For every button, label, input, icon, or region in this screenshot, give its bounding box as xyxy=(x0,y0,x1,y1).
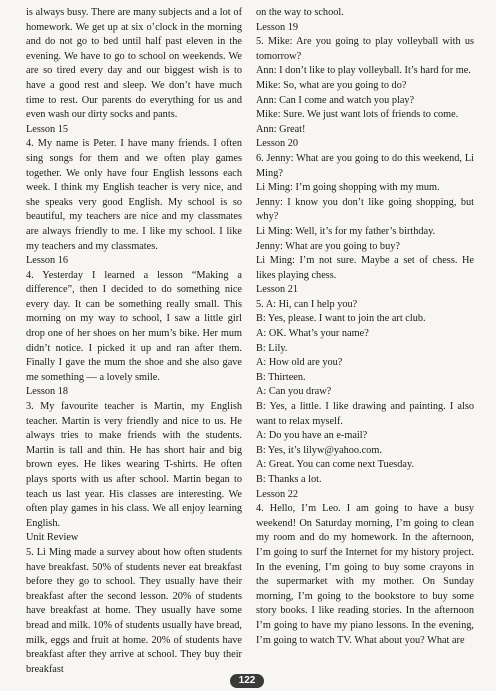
left-column xyxy=(26,6,242,677)
paragraph: 5. A: Hi, can I help you? xyxy=(256,298,358,310)
paragraph: Ann: Can I come and watch you play? xyxy=(256,94,415,106)
paragraph: Ann: I don’t like to play volleyball. It’s hard for me. xyxy=(256,65,471,77)
paragraph: Jenny: What are you going to buy? xyxy=(256,240,400,252)
lesson-heading: Lesson 20 xyxy=(256,138,299,150)
paragraph: B: Lily. xyxy=(256,342,288,354)
page-number: 122 xyxy=(230,674,264,688)
paragraph: A: OK. What’s your name? xyxy=(256,328,369,340)
paragraph: Li Ming: Well, it’s for my father’s birthday. xyxy=(256,225,436,237)
paragraph: 4. Yesterday I learned a lesson “Making a difference”, then I decided to do something nice every day. It can be something really small. This morning on my way to school, I saw a little girl drop one of her shoes on her mum’s bike. Her mum didn’t notice. I picked it up and ran after them. Finally I gave the mum the shoe and she also gave me something — a lovely smile. xyxy=(26,269,242,383)
paragraph: Li Ming: I’m going shopping with my mum. xyxy=(256,182,440,194)
paragraph: 4. Hello, I’m Leo. I am going to have a busy weekend! On Saturday morning, I’m going to clean my room and do my homework. In the afternoon, I’m going to surf the Internet for my history project. In the evening, I’m going to buy some crayons in the supermarket with my mother. On Sunday morning, I’m going to the bookstore to buy some story books. I like reading stories. In the afternoon I’m going to have my piano lessons. In the evening, I’m going to watch TV. What about you? What are xyxy=(256,503,474,646)
right-column xyxy=(256,6,474,648)
paragraph: A: Can you draw? xyxy=(256,386,332,398)
paragraph: 4. My name is Peter. I have many friends. I often sing songs for them and we often play games together. We only have four English lessons each week. I think my English teacher is very nice, and she speaks very good English. My school is so beautiful, my teachers are nice and my classmates are always friendly to me. I like my school. I like my teachers and my classmates. xyxy=(26,138,242,252)
paragraph: A: How old are you? xyxy=(256,357,343,369)
lesson-heading: Lesson 15 xyxy=(26,123,69,135)
paragraph: A: Great. You can come next Tuesday. xyxy=(256,459,415,471)
paragraph: on the way to school. xyxy=(256,7,344,18)
paragraph: 5. Mike: Are you going to play volleyball with us tomorrow? xyxy=(256,36,474,62)
paragraph: B: Yes, please. I want to join the art club. xyxy=(256,313,426,325)
paragraph: A: Do you have an e-mail? xyxy=(256,430,368,442)
lesson-heading: Lesson 19 xyxy=(256,21,299,33)
lesson-heading: Lesson 16 xyxy=(26,255,69,267)
paragraph: is always busy. There are many subjects and a lot of homework. We get up at six o’clock in the morning and do not go to bed until half past eleven in the evening. We have to go to school on weekends. We are so tired every day and our biggest wish is to have a good rest and sleep. We don’t have much time to rest. Our parents do everything for us and even wash our dirty socks and pants. xyxy=(26,7,242,121)
paragraph: 3. My favourite teacher is Martin, my English teacher. Martin is very friendly and nice to us. He always tries to make friends with the students. Martin is tall and thin. He has short hair and big brown eyes. He likes wearing T-shirts. He often plays sports with us after school. Martin began to teach us last year. His classes are interesting. We often play games in his class. We all enjoy learning English. xyxy=(26,401,242,529)
paragraph: Mike: So, what are you going to do? xyxy=(256,79,407,91)
lesson-heading: Lesson 22 xyxy=(256,488,299,500)
paragraph: Li Ming: I’m not sure. Maybe a set of chess. He likes playing chess. xyxy=(256,255,474,281)
paragraph: B: Yes, it’s lilyw@yahoo.com. xyxy=(256,444,382,456)
paragraph: B: Yes, a little. I like drawing and painting. I also want to relax myself. xyxy=(256,401,474,427)
paragraph: 5. Li Ming made a survey about how often students have breakfast. 50% of students never eat breakfast before they go to school. They usually have their breakfast after the second lesson. 20% of students have breakfast at home. They usually have some bread and milk. 10% of students usually have bread, milk, eggs and fruit at home. 20% of students have breakfast after they arrive at school. They buy their breakfast xyxy=(26,546,242,675)
paragraph: Ann: Great! xyxy=(256,123,306,135)
lesson-heading: Lesson 21 xyxy=(256,284,299,296)
paragraph: B: Thirteen. xyxy=(256,371,306,383)
paragraph: B: Thanks a lot. xyxy=(256,474,322,485)
paragraph: 6. Jenny: What are you going to do this weekend, Li Ming? xyxy=(256,152,474,179)
lesson-heading: Lesson 18 xyxy=(26,386,69,398)
paragraph: Mike: Sure. We just want lots of friends to come. xyxy=(256,109,459,121)
lesson-heading: Unit Review xyxy=(26,532,79,544)
paragraph: Jenny: I know you don’t like going shopping, but why? xyxy=(256,196,474,223)
